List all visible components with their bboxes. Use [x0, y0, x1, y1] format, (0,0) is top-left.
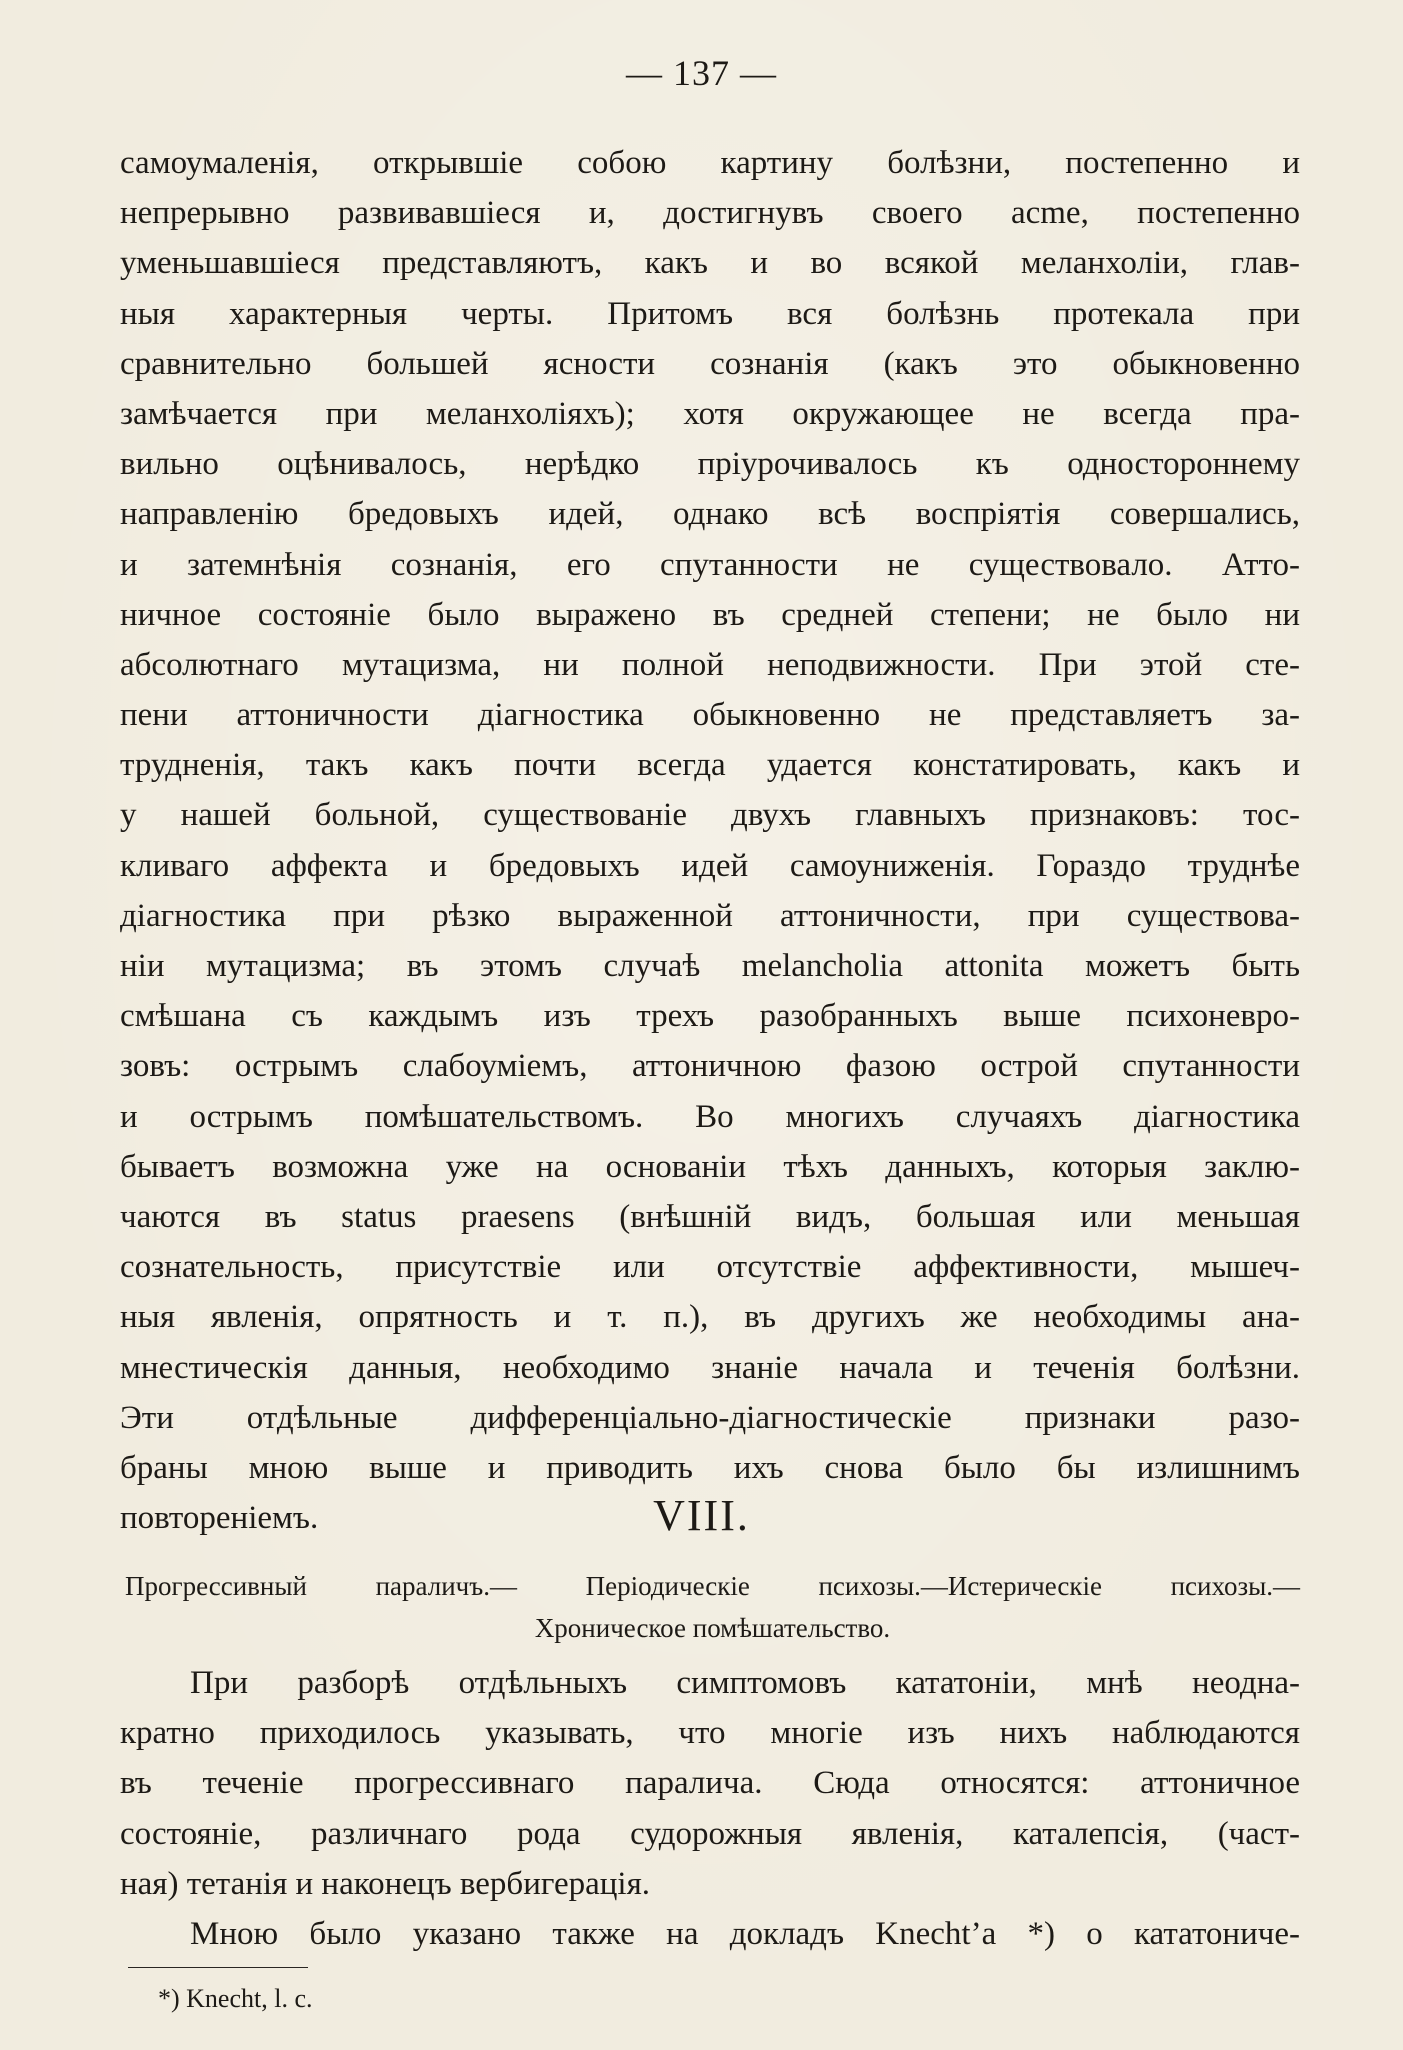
text-line: Мною было указано также на докладъ Knecht’a *) о кататониче-: [190, 1915, 1300, 1952]
section-heading: [125, 1565, 1300, 1649]
text-line: браны мною выше и приводить ихъ снова было бы излишнимъ: [120, 1449, 1300, 1486]
text-line: ничное состояніе было выражено въ средней степени; не было ни: [120, 596, 1300, 633]
text-line: сознательность, присутствіе или отсутствіе аффективности, мышеч-: [120, 1249, 1300, 1286]
text-line: ная) тетанія и наконецъ вербигерація.: [120, 1865, 651, 1902]
section-heading-line: Хроническое помѣшательство.: [534, 1613, 891, 1643]
text-line: замѣчается при меланхоліяхъ); хотя окружающее не всегда пра-: [120, 395, 1300, 432]
text-line: кливаго аффекта и бредовыхъ идей самоуниженія. Гораздо труднѣе: [120, 847, 1300, 884]
text-line: трудненія, такъ какъ почти всегда удается констатировать, какъ и: [120, 747, 1300, 784]
footnote: *) Knecht, l. c.: [158, 1984, 313, 2013]
text-line: ныя явленія, опрятность и т. п.), въ другихъ же необходимы ана-: [120, 1299, 1300, 1336]
section-body: [120, 1658, 1300, 1959]
section-heading-line: Прогрессивный параличъ.— Періодическіе психозы.—Истерическіе психозы.—: [125, 1571, 1300, 1601]
text-line: При разборѣ отдѣльныхъ симптомовъ кататоніи, мнѣ неодна-: [190, 1665, 1300, 1701]
text-line: чаются въ status praesens (внѣшній видъ, большая или меньшая: [120, 1198, 1300, 1235]
text-line: Эти отдѣльные дифференціально-діагностическіе признаки разо-: [120, 1399, 1300, 1436]
text-line: направленію бредовыхъ идей, однако всѣ воспріятія совершались,: [120, 496, 1300, 533]
text-line: ныя характерныя черты. Притомъ вся болѣзнь протекала при: [120, 295, 1300, 332]
text-line: абсолютнаго мутацизма, ни полной неподвижности. При этой сте-: [120, 646, 1300, 683]
text-line: сравнительно большей ясности сознанія (какъ это обыкновенно: [120, 345, 1300, 382]
text-line: у нашей больной, существованіе двухъ главныхъ признаковъ: тос-: [120, 797, 1300, 834]
text-line: пени аттоничности діагностика обыкновенно не представляетъ за-: [120, 697, 1300, 734]
text-line: и затемнѣнія сознанія, его спутанности не существовало. Атто-: [120, 546, 1300, 583]
text-line: мнестическія данныя, необходимо знаніе начала и теченія болѣзни.: [120, 1349, 1300, 1386]
text-line: повтореніемъ.: [120, 1500, 319, 1537]
paragraph-continuation: [120, 138, 1300, 1543]
text-line: смѣшана съ каждымъ изъ трехъ разобранныхъ выше психоневро-: [120, 998, 1300, 1035]
text-line: самоумаленія, открывшіе собою картину болѣзни, постепенно и: [120, 145, 1300, 181]
page-number: — 137 —: [626, 53, 777, 93]
text-line: кратно приходилось указывать, что многіе изъ нихъ наблюдаются: [120, 1715, 1300, 1752]
text-line: зовъ: острымъ слабоуміемъ, аттоничною фазою острой спутанности: [120, 1048, 1300, 1085]
text-line: въ теченіе прогрессивнаго паралича. Сюда относятся: аттоничное: [120, 1765, 1300, 1802]
section-number: VIII.: [653, 1491, 750, 1540]
text-line: вильно оцѣнивалось, нерѣдко пріурочивалось къ одностороннему: [120, 446, 1300, 483]
text-line: состояніе, различнаго рода судорожныя явленія, каталепсія, (част-: [120, 1815, 1300, 1852]
text-line: уменьшавшіеся представляютъ, какъ и во всякой меланхоліи, глав-: [120, 245, 1300, 282]
text-line: ніи мутацизма; въ этомъ случаѣ melancholia attonita можетъ быть: [120, 948, 1300, 984]
text-line: непрерывно развивавшіеся и, достигнувъ своего acme, постепенно: [120, 195, 1300, 232]
text-line: діагностика при рѣзко выраженной аттоничности, при существова-: [120, 897, 1300, 934]
text-line: и острымъ помѣшательствомъ. Во многихъ случаяхъ діагностика: [120, 1098, 1300, 1135]
text-line: бываетъ возможна уже на основаніи тѣхъ данныхъ, которыя заклю-: [120, 1148, 1300, 1185]
footnote-divider: [128, 1967, 308, 1968]
